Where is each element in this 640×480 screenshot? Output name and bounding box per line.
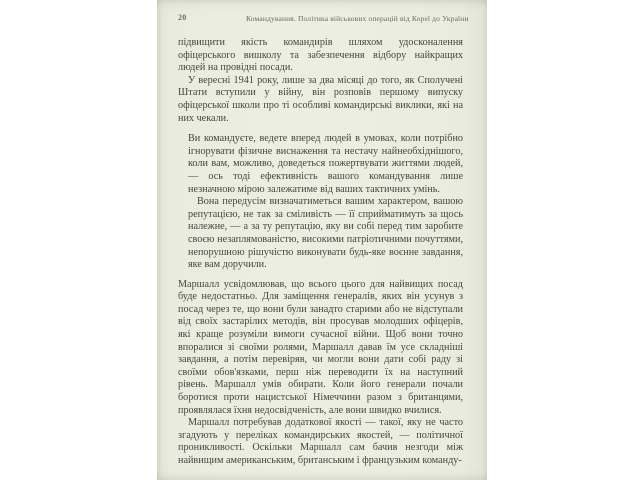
quote-paragraph-2: Вона передусім визначатиметься вашим характером, вашою репутацією, не так за сміливість — її сприйматимуть за щось належне, — а за ту репутацію, яку ви собі перед тим заробите своєю незаплямованістю, високими патріотичними почуттями, непорушною рішучістю виконувати будь-яке воєнне завдання, яке вам доручили.	[188, 196, 463, 271]
paragraph-continuation: підвищити якість командирів шляхом удосконалення офіцерського вишколу та забезпечення відбору найкращих людей на провідні посади.	[178, 37, 463, 74]
book-page	[178, 13, 469, 468]
running-title: Командування. Політика військових операцій від Кореї до України	[246, 13, 469, 23]
book-page-photo	[157, 0, 487, 480]
paragraph-marshall-political-insight: Маршалл потребував додаткової якості — такої, яку не часто згадують у переліках командирських якостей, — політичної проникливості. Оскільки Маршалл сам бачив незгоди між найвищим американським, британським і французьким команду-	[178, 417, 463, 466]
text-block	[178, 37, 463, 468]
paragraph-marshall-generals: Маршалл усвідомлював, що всього цього для найвищих посад буде недостатньо. Для заміщення генералів, яких він усунув з посад через те, що вони були занадто старими або не відступали від своїх застарілих методів, він просував молодших офіцерів, які краще розуміли вимоги сучасної війни. Щоб вони точно впоралися зі своїми ролями, Маршалл давав їм усе складніші завдання, а потім перевіряв, чи могли вони дати собі раду зі своїми обов'язками, перш ніж переводити їх на наступний рівень. Маршалл умів обирати. Коли його генерали почали боротися проти нацистської Німеччини разом з британцями, проявлялася їхня недосвідченість, але вони швидко вчилися.	[178, 278, 463, 416]
block-quote	[188, 133, 463, 272]
page-number: 20	[178, 13, 187, 22]
page-header	[178, 13, 469, 23]
quote-paragraph-1: Ви командуєте, ведете вперед людей в умовах, коли потрібно ігнорувати фізичне виснаження та нестачу найнеобхіднішого, коли вам, можливо, доведеться пожертвувати життями людей, — ось тоді ефективність вашого командування лише незначною мірою залежатиме від ваших тактичних умінь.	[188, 133, 463, 195]
paragraph-september-1941: У вересні 1941 року, лише за два місяці до того, як Сполучені Штати вступили у війну, він розповів першому випуску офіцерської школи про ті особливі командирські виклики, які на них чекали.	[178, 74, 463, 124]
